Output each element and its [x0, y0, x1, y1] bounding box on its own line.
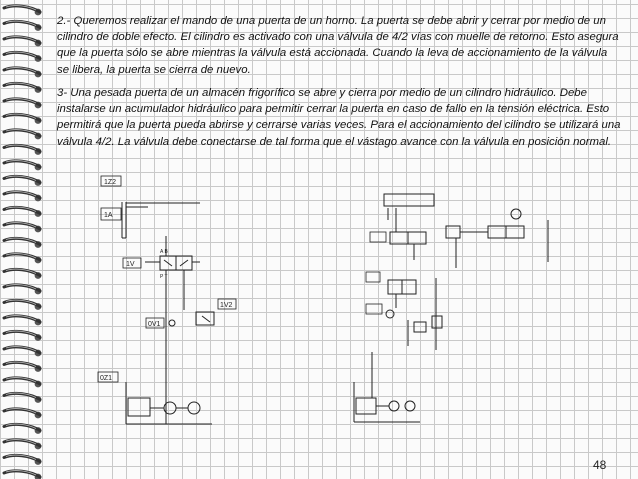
valve-1v [123, 249, 200, 280]
svg-text:A B: A B [160, 249, 168, 255]
cylinder-1a [101, 202, 200, 238]
circuit-diagram-2 [354, 194, 548, 422]
svg-text:0Z1: 0Z1 [100, 375, 113, 382]
svg-text:1V2: 1V2 [220, 302, 233, 309]
svg-text:1Z2: 1Z2 [104, 179, 117, 186]
svg-text:P T: P T [160, 274, 168, 280]
pump-unit-2 [354, 352, 420, 422]
valve-2 [370, 220, 426, 260]
valve-3 [446, 209, 548, 268]
check-valve-0v1 [146, 318, 175, 328]
svg-text:1V: 1V [126, 261, 135, 268]
valve-4 [366, 272, 416, 308]
svg-text:1A: 1A [104, 212, 113, 219]
exercise-3-text: 3- Una pesada puerta de un almacén frigorífico se abre y cierra por medio de un cilindro hidráulico. Debe instalarse un acumulador hidráulico para permitir cerrar la puerta en caso de fallo en la tensión eléctrica. Esto permitirá que la puerta pueda abrirse y cerrarse varias veces. Para el accionamiento del cilindro se utilizará una válvula 4/2. La válvula debe conectarse de tal forma que el vástago avance con la válvula en posición normal. [57, 87, 621, 148]
page-number: 48 [593, 458, 607, 472]
label-box-1z2 [101, 176, 121, 186]
exercise-2-text: 2.- Queremos realizar el mando de una puerta de un horno. La puerta se debe abrir y cerrar por medio de un cilindro de doble efecto. El cilindro es activado con una válvula de 4/2 vías con muelle de retorno. Esto asegura que la puerta sólo se abre mientras la válvula está accionada. Cuando la leva de accionamiento de la válvula se libera, la puerta se cierra de nuevo. [57, 15, 619, 76]
circuit-diagram-1 [98, 176, 236, 424]
pump-unit-0z1 [98, 372, 212, 424]
accumulator-0v1 [366, 278, 442, 350]
svg-text:0V1: 0V1 [148, 321, 161, 328]
pressure-valve-1v2 [196, 299, 236, 325]
cylinder-2 [384, 194, 434, 220]
